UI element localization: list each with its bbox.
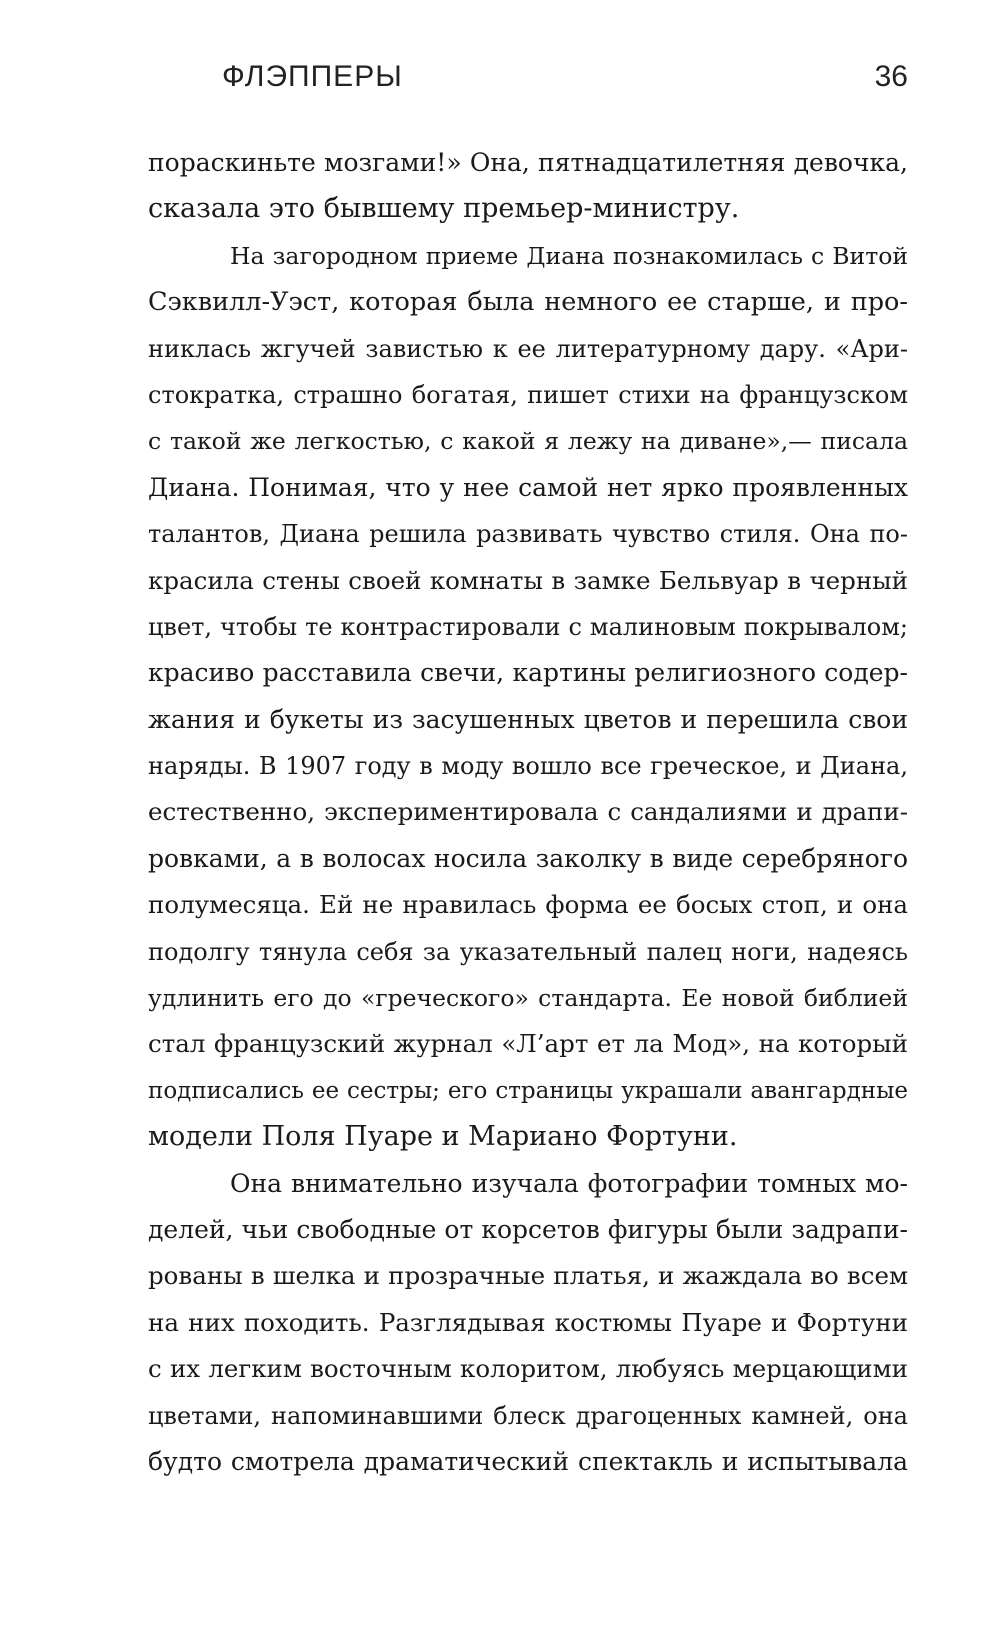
text-line: стал французский журнал «Л’арт ет ла Мод», на который [148, 1029, 908, 1059]
text-line: пораскиньте мозгами!» Она, пятнадцатилетняя девочка, [148, 148, 908, 177]
text-line: Сэквилл-Уэст, которая была немного ее старше, и про- [148, 287, 908, 318]
text-line: с такой же легкостью, с какой я лежу на диване»,— писала [148, 427, 908, 456]
text-line: подписались ее сестры; его страницы украшали авангардные [148, 1077, 908, 1104]
text-line: модели Поля Пуаре и Мариано Фортуни. [148, 1121, 738, 1153]
text-line: жания и букеты из засушенных цветов и перешила свои [148, 704, 908, 734]
text-line: делей, чьи свободные от корсетов фигуры были задрапи- [148, 1214, 908, 1244]
page-number: 36 [874, 60, 908, 93]
body-text [148, 140, 908, 1485]
text-line: полумесяца. Ей не нравилась форма ее босых стоп, и она [148, 890, 908, 920]
text-line: красиво расставила свечи, картины религиозного содер- [148, 658, 908, 688]
text-line: сказала это бывшему премьер-министру. [148, 193, 740, 225]
text-line: наряды. В 1907 году в моду вошло все греческое, и Диана, [148, 752, 908, 781]
text-line: будто смотрела драматический спектакль и испытывала [148, 1446, 908, 1476]
running-head [222, 60, 908, 104]
text-line: стократка, страшно богатая, пишет стихи на французском [148, 380, 908, 409]
text-line: с их легким восточным колоритом, любуясь мерцающими [148, 1354, 908, 1384]
text-line: талантов, Диана решила развивать чувство стиля. Она по- [148, 520, 908, 549]
text-line: красила стены своей комнаты в замке Бельвуар в черный [148, 565, 908, 595]
running-title: ФЛЭППЕРЫ [222, 60, 403, 93]
text-line: естественно, экспериментировала с сандалиями и драпи- [148, 797, 908, 827]
text-line: ровками, а в волосах носила заколку в виде серебряного [148, 843, 908, 873]
text-line: удлинить его до «греческого» стандарта. Ее новой библией [148, 984, 908, 1013]
text-line: подолгу тянула себя за указательный палец ноги, надеясь [148, 937, 908, 966]
text-line: цвет, чтобы те контрастировали с малиновым покрывалом; [148, 612, 908, 641]
text-line: На загородном приеме Диана познакомилась с Витой [230, 241, 908, 270]
text-line: на них походить. Разглядывая костюмы Пуаре и Фортуни [148, 1307, 908, 1337]
text-line: Она внимательно изучала фотографии томных мо- [230, 1168, 908, 1198]
text-line: цветами, напоминавшими блеск драгоценных камней, она [148, 1401, 908, 1430]
text-line: рованы в шелка и прозрачные платья, и жаждала во всем [148, 1261, 908, 1291]
text-line: никлась жгучей завистью к ее литературному дару. «Ари- [148, 334, 908, 363]
text-line: Диана. Понимая, что у нее самой нет ярко проявленных [148, 472, 908, 502]
